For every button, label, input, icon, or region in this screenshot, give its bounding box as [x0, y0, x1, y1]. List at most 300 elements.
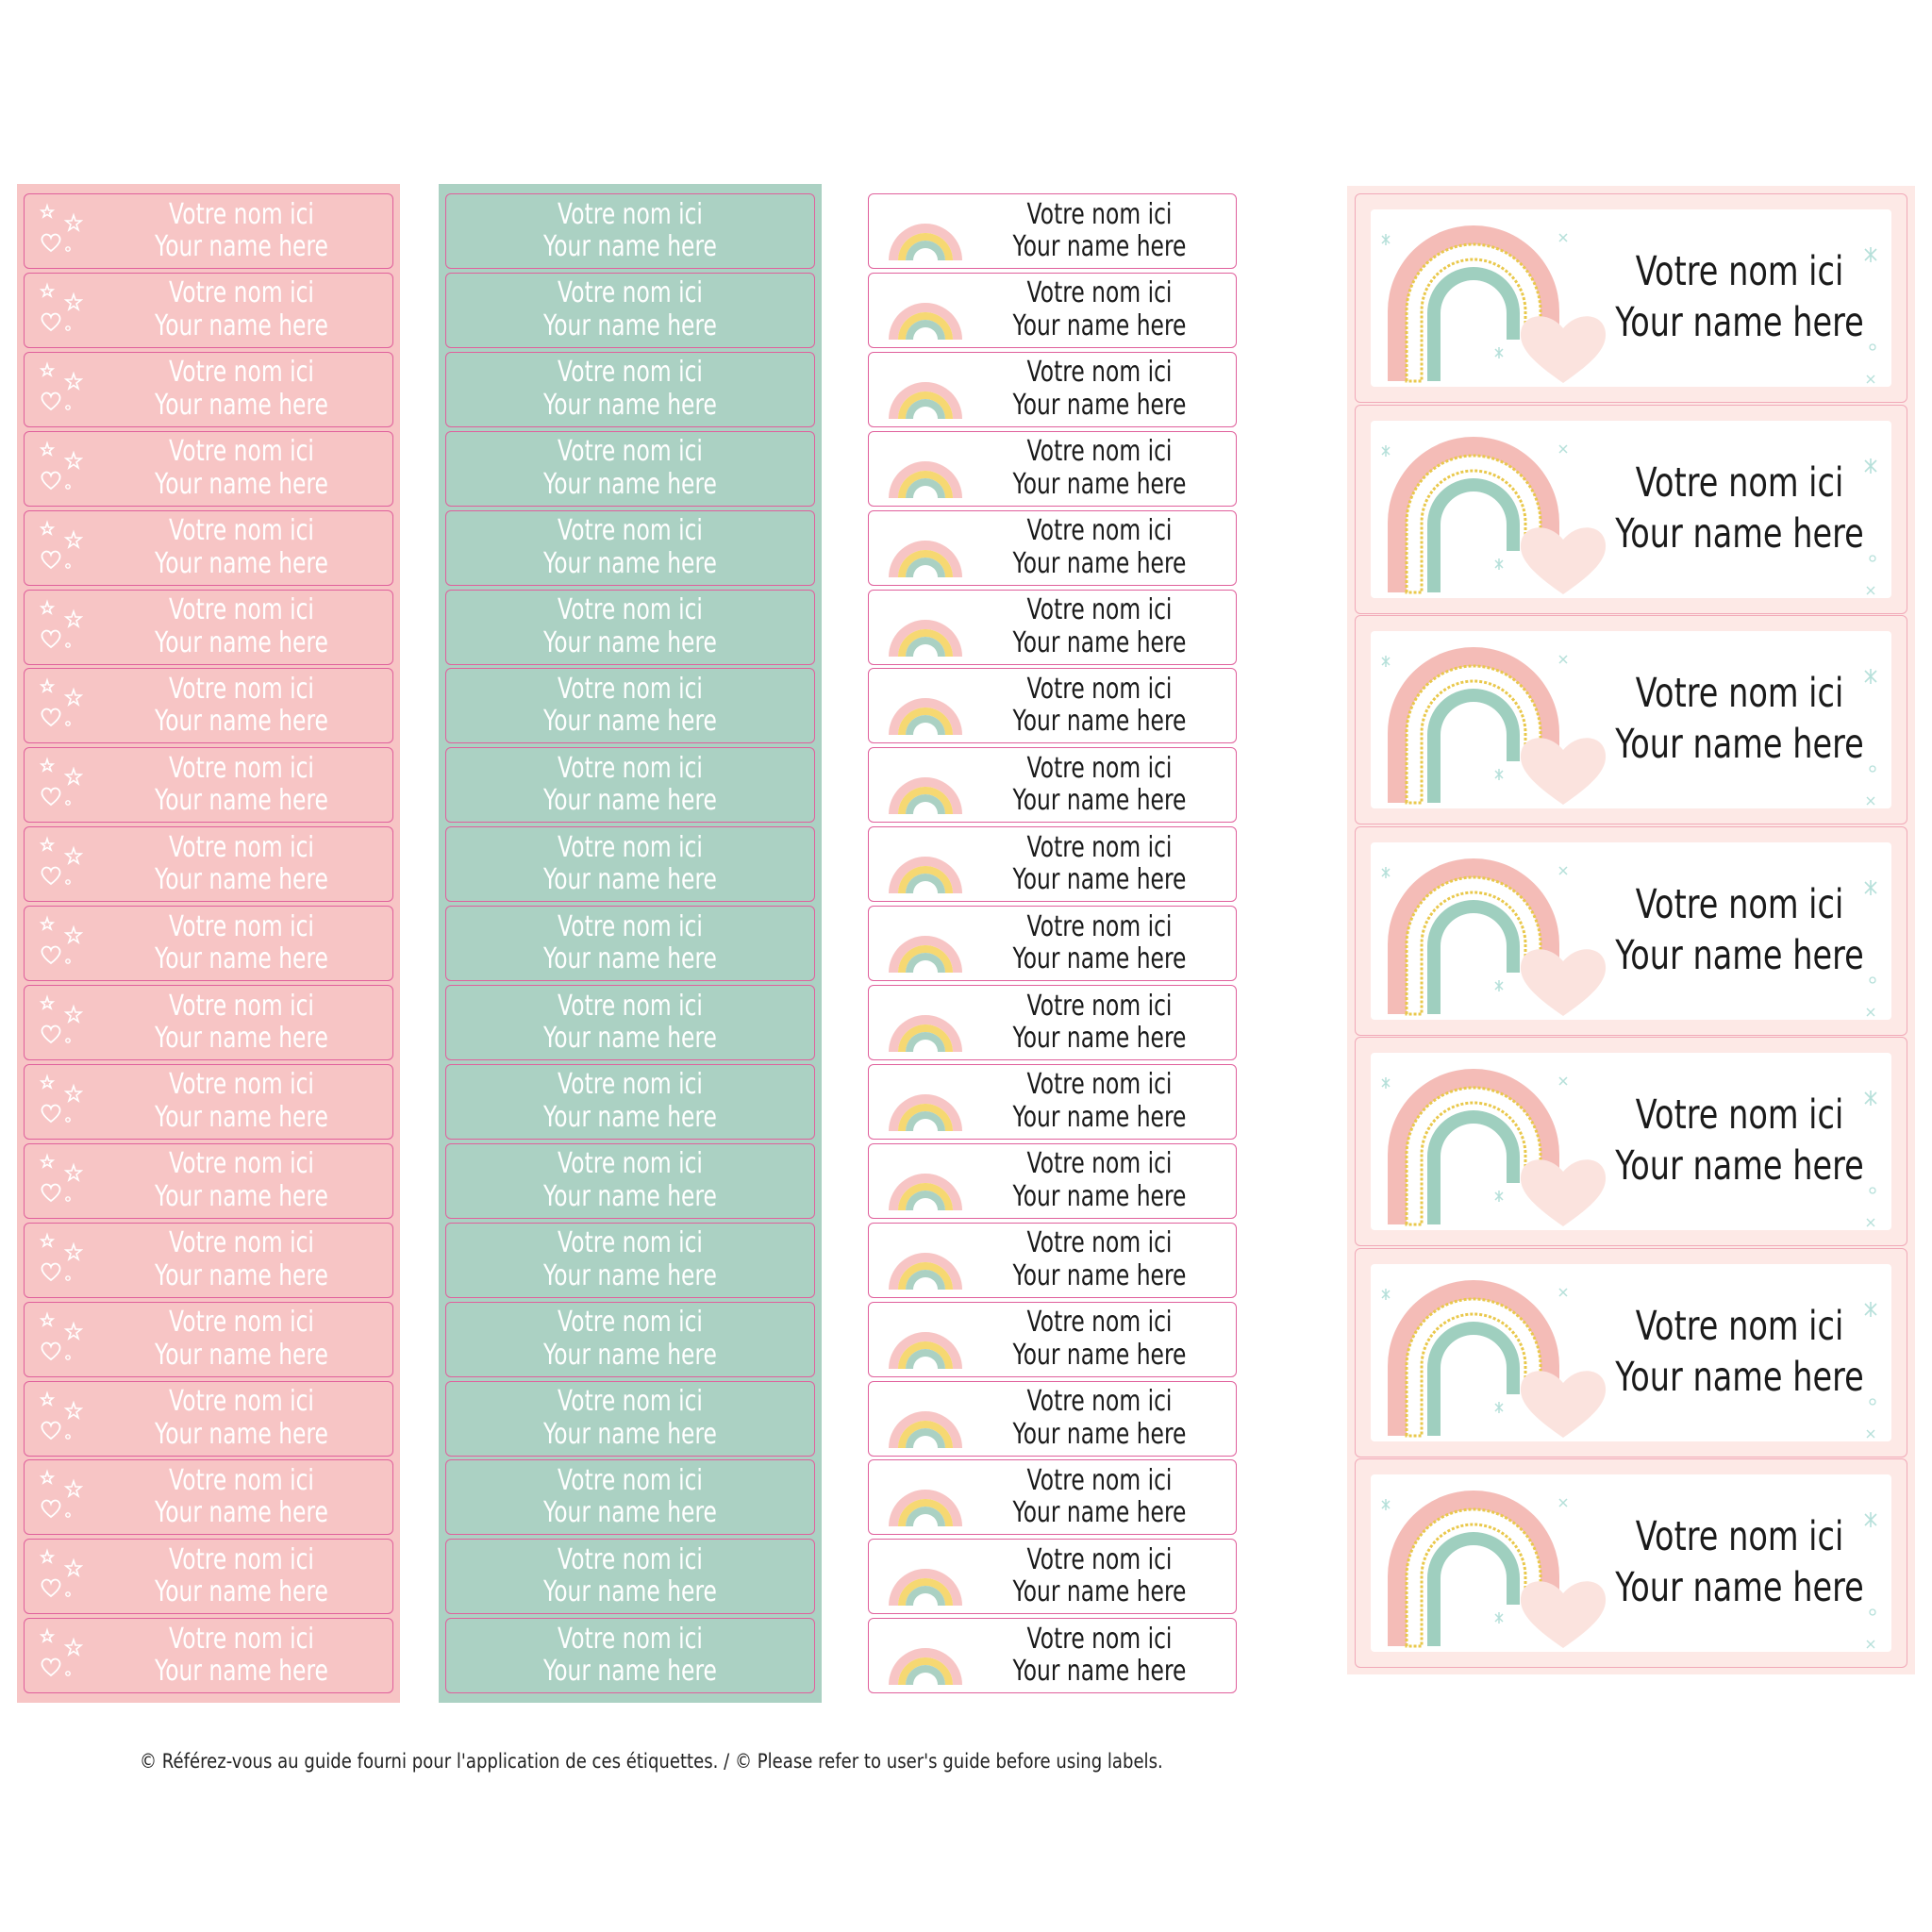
label-name-en: Your name here	[1012, 1258, 1187, 1292]
label-name-en: Your name here	[1012, 625, 1187, 659]
label-text	[1001, 1460, 1199, 1534]
label-text	[124, 1303, 359, 1376]
label-text	[124, 748, 359, 822]
sparkle-icon	[1856, 629, 1893, 808]
usage-notice: © Référez-vous au guide fourni pour l'application de ces étiquettes. / © Please refer to user's guide before using labels.	[140, 1750, 1163, 1773]
rainbow-icon	[883, 1393, 968, 1450]
label-mint-plain	[445, 1381, 815, 1457]
label-name-fr: Votre nom ici	[1026, 1463, 1173, 1497]
label-text	[124, 907, 359, 980]
rainbow-icon	[883, 285, 968, 341]
label-text	[124, 1382, 359, 1456]
sparkle-icon	[1856, 1051, 1893, 1230]
stars-heart-icon	[34, 202, 91, 258]
label-name-fr: Votre nom ici	[558, 909, 703, 943]
label-name-fr: Votre nom ici	[169, 593, 314, 626]
stars-heart-icon	[34, 281, 91, 338]
label-mint-plain	[445, 510, 815, 586]
label-name-fr: Votre nom ici	[558, 1147, 703, 1181]
label-name-en: Your name here	[1012, 1338, 1187, 1372]
stars-heart-icon	[34, 1152, 91, 1208]
rainbow-icon	[883, 759, 968, 816]
stars-heart-icon	[34, 676, 91, 733]
label-name-fr: Votre nom ici	[558, 830, 703, 864]
label-name-en: Your name here	[155, 942, 328, 976]
label-white-rainbow	[868, 1459, 1237, 1535]
label-text	[1615, 406, 1864, 613]
label-name-en: Your name here	[155, 1179, 328, 1213]
label-name-en: Your name here	[543, 1575, 717, 1609]
stars-heart-icon	[34, 440, 91, 496]
label-name-en: Your name here	[155, 467, 328, 501]
label-name-fr: Votre nom ici	[558, 1542, 703, 1576]
label-name-en: Your name here	[1012, 1022, 1187, 1055]
label-name-en: Your name here	[1012, 388, 1187, 422]
rainbow-icon	[883, 443, 968, 500]
label-white-rainbow	[868, 906, 1237, 981]
label-name-fr: Votre nom ici	[1026, 197, 1173, 231]
label-white-rainbow	[868, 431, 1237, 507]
label-name-fr: Votre nom ici	[1635, 1302, 1844, 1350]
label-name-fr: Votre nom ici	[169, 1068, 314, 1102]
label-name-fr: Votre nom ici	[1026, 830, 1173, 864]
label-name-en: Your name here	[1615, 721, 1864, 768]
label-name-en: Your name here	[543, 784, 717, 818]
label-mint-plain	[445, 193, 815, 269]
label-pink-stars	[24, 431, 393, 507]
label-mint-plain	[445, 1064, 815, 1140]
label-name-en: Your name here	[1012, 1100, 1187, 1134]
rainbow-heart-illustration	[1374, 1262, 1620, 1441]
label-text	[1001, 827, 1199, 901]
label-text	[124, 194, 359, 268]
label-text	[124, 432, 359, 506]
label-text	[1615, 194, 1864, 402]
label-pink-stars	[24, 985, 393, 1060]
label-name-en: Your name here	[1012, 467, 1187, 501]
label-name-fr: Votre nom ici	[1026, 1226, 1173, 1260]
label-mint-plain	[445, 985, 815, 1060]
label-text	[1001, 1303, 1199, 1376]
label-name-fr: Votre nom ici	[558, 197, 703, 231]
label-name-en: Your name here	[543, 1655, 717, 1689]
label-white-rainbow	[868, 1618, 1237, 1693]
stars-heart-icon	[34, 756, 91, 812]
label-pink-stars	[24, 1459, 393, 1535]
label-pink-stars	[24, 826, 393, 902]
label-pink-stars	[24, 906, 393, 981]
label-name-fr: Votre nom ici	[558, 276, 703, 310]
label-text	[487, 1540, 774, 1613]
label-pink-stars	[24, 510, 393, 586]
label-pink-stars	[24, 1381, 393, 1457]
stars-heart-icon	[34, 835, 91, 891]
label-name-fr: Votre nom ici	[169, 514, 314, 548]
label-name-en: Your name here	[543, 625, 717, 659]
label-text	[487, 1065, 774, 1139]
label-text	[487, 907, 774, 980]
rainbow-icon	[883, 1314, 968, 1371]
stars-heart-icon	[34, 598, 91, 655]
label-name-fr: Votre nom ici	[1026, 672, 1173, 706]
label-white-rainbow	[868, 1223, 1237, 1298]
label-name-fr: Votre nom ici	[169, 1147, 314, 1181]
label-text	[487, 1619, 774, 1692]
label-white-rainbow	[868, 747, 1237, 823]
label-text	[1615, 827, 1864, 1035]
label-text	[1001, 591, 1199, 664]
label-mint-plain	[445, 826, 815, 902]
rainbow-icon	[883, 839, 968, 895]
label-name-fr: Votre nom ici	[169, 1226, 314, 1260]
label-text	[487, 748, 774, 822]
label-white-rainbow	[868, 352, 1237, 427]
label-name-fr: Votre nom ici	[558, 672, 703, 706]
label-mint-plain	[445, 1302, 815, 1377]
label-text	[487, 432, 774, 506]
label-name-fr: Votre nom ici	[558, 593, 703, 626]
label-text	[1001, 1065, 1199, 1139]
stars-heart-icon	[34, 1310, 91, 1367]
label-text	[1001, 669, 1199, 742]
label-pink-stars	[24, 193, 393, 269]
label-large-rainbow	[1355, 405, 1907, 614]
label-text	[487, 353, 774, 426]
label-text	[487, 986, 774, 1059]
label-text	[124, 827, 359, 901]
label-name-en: Your name here	[155, 1338, 328, 1372]
label-name-fr: Votre nom ici	[1635, 248, 1844, 296]
label-text	[487, 511, 774, 585]
rainbow-heart-illustration	[1374, 419, 1620, 598]
rainbow-icon	[883, 1235, 968, 1291]
label-name-en: Your name here	[1615, 1564, 1864, 1611]
label-mint-plain	[445, 747, 815, 823]
label-name-en: Your name here	[155, 625, 328, 659]
label-name-en: Your name here	[1012, 705, 1187, 739]
label-name-fr: Votre nom ici	[1026, 1147, 1173, 1181]
rainbow-heart-illustration	[1374, 208, 1620, 387]
label-text	[124, 274, 359, 347]
rainbow-icon	[883, 918, 968, 974]
label-name-en: Your name here	[1615, 1142, 1864, 1190]
label-name-en: Your name here	[543, 1417, 717, 1451]
label-name-en: Your name here	[1012, 1655, 1187, 1689]
label-mint-plain	[445, 431, 815, 507]
label-white-rainbow	[868, 985, 1237, 1060]
label-text	[1001, 511, 1199, 585]
label-name-fr: Votre nom ici	[1026, 593, 1173, 626]
label-text	[124, 353, 359, 426]
label-white-rainbow	[868, 193, 1237, 269]
label-text	[124, 1540, 359, 1613]
label-text	[1001, 1540, 1199, 1613]
label-white-rainbow	[868, 1381, 1237, 1457]
label-name-en: Your name here	[1012, 1179, 1187, 1213]
label-name-fr: Votre nom ici	[558, 435, 703, 469]
sparkle-icon	[1856, 1473, 1893, 1652]
label-text	[487, 1382, 774, 1456]
label-text	[1615, 616, 1864, 824]
label-pink-stars	[24, 668, 393, 743]
label-name-en: Your name here	[1012, 230, 1187, 263]
label-name-en: Your name here	[155, 1100, 328, 1134]
rainbow-heart-illustration	[1374, 1473, 1620, 1652]
label-name-en: Your name here	[543, 467, 717, 501]
label-name-fr: Votre nom ici	[169, 276, 314, 310]
label-name-en: Your name here	[543, 230, 717, 263]
label-name-fr: Votre nom ici	[169, 435, 314, 469]
label-name-fr: Votre nom ici	[558, 1385, 703, 1418]
label-name-fr: Votre nom ici	[1026, 356, 1173, 390]
label-text	[1615, 1249, 1864, 1457]
label-white-rainbow	[868, 1064, 1237, 1140]
label-white-rainbow	[868, 826, 1237, 902]
label-name-en: Your name here	[543, 942, 717, 976]
label-mint-plain	[445, 1618, 815, 1693]
label-name-en: Your name here	[155, 546, 328, 580]
label-name-en: Your name here	[1012, 863, 1187, 897]
label-text	[124, 1144, 359, 1218]
label-large-rainbow	[1355, 615, 1907, 824]
stars-heart-icon	[34, 1231, 91, 1288]
label-name-fr: Votre nom ici	[558, 514, 703, 548]
label-name-fr: Votre nom ici	[1635, 1513, 1844, 1561]
label-name-fr: Votre nom ici	[558, 356, 703, 390]
label-mint-plain	[445, 352, 815, 427]
rainbow-icon	[883, 1472, 968, 1528]
label-name-fr: Votre nom ici	[169, 356, 314, 390]
label-mint-plain	[445, 1459, 815, 1535]
rainbow-icon	[883, 602, 968, 658]
label-pink-stars	[24, 1064, 393, 1140]
label-text	[1001, 432, 1199, 506]
label-name-fr: Votre nom ici	[1026, 435, 1173, 469]
label-name-en: Your name here	[543, 1258, 717, 1292]
label-pink-stars	[24, 590, 393, 665]
label-pink-stars	[24, 273, 393, 348]
label-text	[1001, 353, 1199, 426]
label-name-en: Your name here	[543, 1100, 717, 1134]
rainbow-icon	[883, 1156, 968, 1212]
label-name-fr: Votre nom ici	[1635, 1091, 1844, 1140]
label-text	[124, 1065, 359, 1139]
label-white-rainbow	[868, 668, 1237, 743]
rainbow-icon	[883, 523, 968, 579]
label-name-en: Your name here	[543, 1179, 717, 1213]
label-mint-plain	[445, 590, 815, 665]
label-name-fr: Votre nom ici	[1026, 1385, 1173, 1418]
label-large-rainbow	[1355, 1458, 1907, 1668]
label-text	[1615, 1038, 1864, 1245]
label-name-en: Your name here	[543, 705, 717, 739]
sparkle-icon	[1856, 1262, 1893, 1441]
label-name-fr: Votre nom ici	[169, 672, 314, 706]
label-name-fr: Votre nom ici	[558, 751, 703, 785]
label-name-en: Your name here	[543, 308, 717, 342]
label-name-fr: Votre nom ici	[169, 1542, 314, 1576]
label-name-en: Your name here	[1615, 1353, 1864, 1401]
label-name-fr: Votre nom ici	[169, 197, 314, 231]
label-text	[1001, 986, 1199, 1059]
label-white-rainbow	[868, 1539, 1237, 1614]
rainbow-icon	[883, 206, 968, 262]
label-mint-plain	[445, 906, 815, 981]
label-text	[1001, 1144, 1199, 1218]
label-name-fr: Votre nom ici	[558, 1306, 703, 1340]
label-name-fr: Votre nom ici	[169, 1463, 314, 1497]
stars-heart-icon	[34, 360, 91, 417]
label-name-en: Your name here	[1615, 509, 1864, 558]
label-name-fr: Votre nom ici	[169, 909, 314, 943]
label-white-rainbow	[868, 273, 1237, 348]
stars-heart-icon	[34, 993, 91, 1050]
label-name-en: Your name here	[543, 1496, 717, 1530]
label-name-fr: Votre nom ici	[169, 1385, 314, 1418]
label-mint-plain	[445, 668, 815, 743]
rainbow-icon	[883, 1630, 968, 1687]
label-text	[1001, 274, 1199, 347]
stars-heart-icon	[34, 519, 91, 575]
label-name-en: Your name here	[1012, 308, 1187, 342]
label-name-fr: Votre nom ici	[558, 1068, 703, 1102]
rainbow-heart-illustration	[1374, 629, 1620, 808]
label-name-en: Your name here	[155, 230, 328, 263]
label-name-en: Your name here	[155, 1258, 328, 1292]
label-name-fr: Votre nom ici	[1635, 880, 1844, 928]
label-name-en: Your name here	[1615, 931, 1864, 979]
stars-heart-icon	[34, 1073, 91, 1129]
label-large-rainbow	[1355, 193, 1907, 403]
label-name-en: Your name here	[1012, 546, 1187, 580]
label-name-en: Your name here	[543, 388, 717, 422]
label-text	[1001, 1224, 1199, 1297]
label-name-en: Your name here	[155, 784, 328, 818]
label-name-fr: Votre nom ici	[558, 1463, 703, 1497]
label-name-fr: Votre nom ici	[169, 1306, 314, 1340]
label-name-fr: Votre nom ici	[1026, 1068, 1173, 1102]
label-name-en: Your name here	[543, 1338, 717, 1372]
label-text	[487, 669, 774, 742]
label-name-fr: Votre nom ici	[1026, 276, 1173, 310]
label-name-fr: Votre nom ici	[558, 1226, 703, 1260]
label-white-rainbow	[868, 1143, 1237, 1219]
label-name-en: Your name here	[155, 388, 328, 422]
label-name-fr: Votre nom ici	[169, 751, 314, 785]
sparkle-icon	[1856, 419, 1893, 598]
label-text	[487, 274, 774, 347]
label-text	[1001, 1619, 1199, 1692]
label-text	[124, 986, 359, 1059]
label-name-fr: Votre nom ici	[1026, 751, 1173, 785]
label-name-en: Your name here	[155, 1022, 328, 1055]
label-pink-stars	[24, 1143, 393, 1219]
label-name-fr: Votre nom ici	[558, 1622, 703, 1656]
label-text	[1615, 1459, 1864, 1667]
rainbow-icon	[883, 364, 968, 421]
label-white-rainbow	[868, 510, 1237, 586]
label-pink-stars	[24, 1223, 393, 1298]
label-text	[124, 511, 359, 585]
label-white-rainbow	[868, 590, 1237, 665]
label-name-fr: Votre nom ici	[1026, 1542, 1173, 1576]
label-name-fr: Votre nom ici	[169, 830, 314, 864]
label-large-rainbow	[1355, 826, 1907, 1036]
label-text	[487, 1460, 774, 1534]
sparkle-icon	[1856, 841, 1893, 1020]
label-text	[1001, 748, 1199, 822]
stars-heart-icon	[34, 1468, 91, 1524]
stars-heart-icon	[34, 914, 91, 971]
stars-heart-icon	[34, 1547, 91, 1604]
label-name-en: Your name here	[155, 1655, 328, 1689]
label-name-fr: Votre nom ici	[1026, 1622, 1173, 1656]
label-name-en: Your name here	[155, 1575, 328, 1609]
label-text	[487, 1303, 774, 1376]
label-name-en: Your name here	[1012, 1496, 1187, 1530]
label-pink-stars	[24, 352, 393, 427]
label-text	[124, 669, 359, 742]
label-name-fr: Votre nom ici	[1635, 458, 1844, 507]
label-name-fr: Votre nom ici	[169, 1622, 314, 1656]
label-text	[1001, 1382, 1199, 1456]
label-name-fr: Votre nom ici	[558, 989, 703, 1023]
label-name-en: Your name here	[155, 1496, 328, 1530]
label-name-en: Your name here	[1012, 942, 1187, 976]
rainbow-heart-illustration	[1374, 1051, 1620, 1230]
label-pink-stars	[24, 747, 393, 823]
label-name-en: Your name here	[155, 863, 328, 897]
label-text	[124, 1224, 359, 1297]
label-text	[124, 1460, 359, 1534]
label-name-fr: Votre nom ici	[169, 989, 314, 1023]
label-name-en: Your name here	[543, 863, 717, 897]
label-mint-plain	[445, 1223, 815, 1298]
label-name-fr: Votre nom ici	[1026, 989, 1173, 1023]
label-name-en: Your name here	[155, 1417, 328, 1451]
rainbow-icon	[883, 1551, 968, 1607]
label-name-en: Your name here	[155, 308, 328, 342]
label-text	[487, 1224, 774, 1297]
label-text	[1001, 907, 1199, 980]
label-mint-plain	[445, 1539, 815, 1614]
label-name-en: Your name here	[155, 705, 328, 739]
label-text	[487, 591, 774, 664]
rainbow-icon	[883, 1076, 968, 1133]
label-text	[124, 591, 359, 664]
label-name-en: Your name here	[1012, 1417, 1187, 1451]
label-text	[487, 194, 774, 268]
label-name-fr: Votre nom ici	[1026, 514, 1173, 548]
stars-heart-icon	[34, 1626, 91, 1683]
label-name-fr: Votre nom ici	[1026, 909, 1173, 943]
sparkle-icon	[1856, 208, 1893, 387]
label-name-en: Your name here	[543, 546, 717, 580]
label-text	[487, 827, 774, 901]
rainbow-icon	[883, 997, 968, 1054]
label-text	[1001, 194, 1199, 268]
stars-heart-icon	[34, 1390, 91, 1446]
label-name-en: Your name here	[543, 1022, 717, 1055]
label-name-fr: Votre nom ici	[1635, 670, 1844, 718]
rainbow-heart-illustration	[1374, 841, 1620, 1020]
label-large-rainbow	[1355, 1037, 1907, 1246]
label-text	[124, 1619, 359, 1692]
label-name-fr: Votre nom ici	[1026, 1306, 1173, 1340]
label-large-rainbow	[1355, 1248, 1907, 1457]
label-mint-plain	[445, 1143, 815, 1219]
label-name-en: Your name here	[1615, 299, 1864, 346]
